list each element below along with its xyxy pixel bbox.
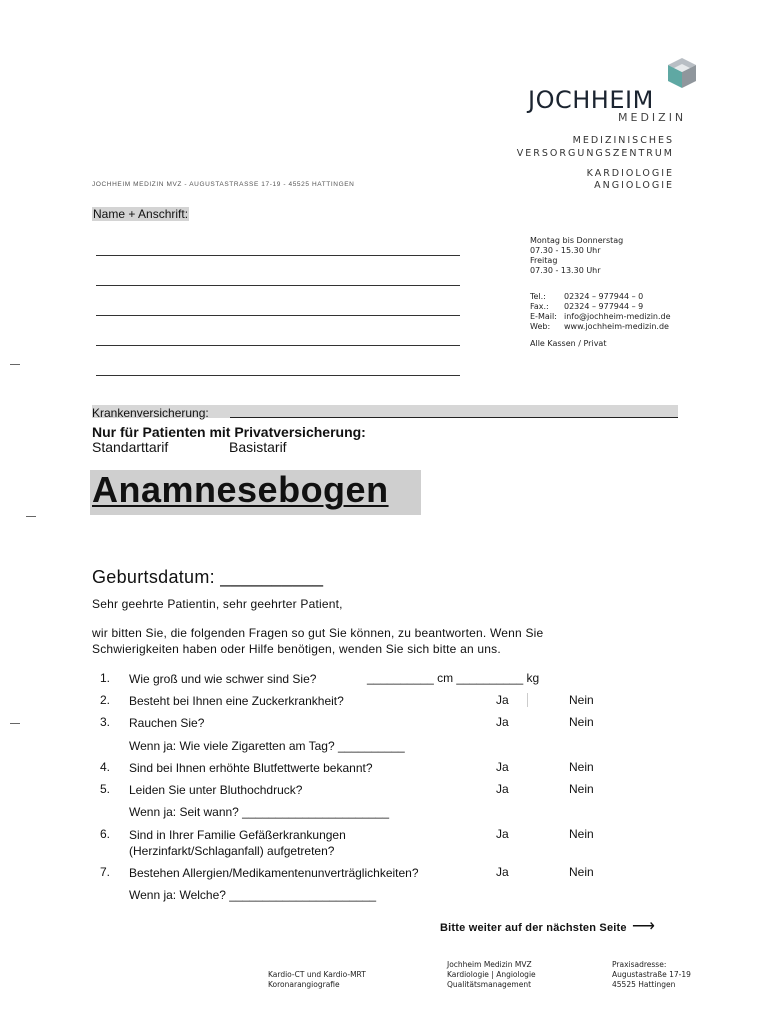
question-number: 7. bbox=[100, 865, 111, 879]
tariff-standard-option[interactable]: Standarttarif bbox=[92, 439, 169, 455]
question-number: 5. bbox=[100, 782, 111, 796]
followup-field[interactable]: Wenn ja: Welche? ______________________ bbox=[129, 888, 377, 902]
birthdate-field[interactable]: Geburtsdatum: __________ bbox=[92, 567, 324, 587]
question-text: Wie groß und wie schwer sind Sie? bbox=[129, 672, 317, 686]
margin-mark bbox=[26, 516, 36, 517]
margin-mark bbox=[10, 723, 20, 724]
insurance-accepted: Alle Kassen / Privat bbox=[530, 339, 607, 348]
logo-name: JOCHHEIM bbox=[528, 86, 654, 114]
question-number: 6. bbox=[100, 827, 111, 841]
tariff-basis-option[interactable]: Basistarif bbox=[229, 439, 287, 455]
specialties: KARDIOLOGIE ANGIOLOGIE bbox=[586, 168, 674, 191]
answer-no[interactable]: Nein bbox=[569, 760, 594, 774]
question-text: Sind bei Ihnen erhöhte Blutfettwerte bekannt? bbox=[129, 761, 373, 775]
divider bbox=[527, 693, 528, 707]
answer-yes[interactable]: Ja bbox=[496, 715, 509, 729]
answer-yes[interactable]: Ja bbox=[496, 782, 509, 796]
answer-yes[interactable]: Ja bbox=[496, 827, 509, 841]
insurance-label: Krankenversicherung: bbox=[92, 406, 209, 420]
question-text: Besteht bei Ihnen eine Zuckerkrankheit? bbox=[129, 694, 344, 708]
question-text: Bestehen Allergien/Medikamentenunverträglichkeiten? bbox=[129, 866, 419, 880]
margin-mark bbox=[10, 364, 20, 365]
logo-sub: MEDIZIN bbox=[618, 111, 687, 124]
answer-yes[interactable]: Ja bbox=[496, 865, 509, 879]
arrow-right-icon: ⟶ bbox=[631, 918, 656, 935]
question-number: 3. bbox=[100, 715, 111, 729]
insurance-field[interactable] bbox=[230, 417, 678, 418]
contact-info: Tel.: 02324 – 977944 – 0 Fax.: 02324 – 977944 – 9 E-Mail: info@jochheim-medizin.de Web: www.jochheim-medizin.de bbox=[530, 292, 671, 331]
answer-no[interactable]: Nein bbox=[569, 715, 594, 729]
answer-no[interactable]: Nein bbox=[569, 827, 594, 841]
address-line-3[interactable] bbox=[96, 315, 460, 316]
name-address-label: Name + Anschrift: bbox=[93, 207, 189, 221]
question-text: Leiden Sie unter Bluthochdruck? bbox=[129, 783, 303, 797]
address-line-4[interactable] bbox=[96, 345, 460, 346]
mvz-label: MEDIZINISCHES VERSORGUNGSZENTRUM bbox=[516, 135, 674, 159]
followup-field[interactable]: Wenn ja: Wie viele Zigaretten am Tag? __________ bbox=[129, 739, 405, 753]
answer-yes[interactable]: Ja bbox=[496, 693, 509, 707]
answer-no[interactable]: Nein bbox=[569, 782, 594, 796]
footer-company: Jochheim Medizin MVZ Kardiologie | Angiologie Qualitätsmanagement bbox=[447, 960, 536, 989]
address-line-2[interactable] bbox=[96, 285, 460, 286]
question-number: 4. bbox=[100, 760, 111, 774]
question-number: 1. bbox=[100, 671, 111, 685]
question-text: Sind in Ihrer Familie Gefäßerkrankungen (Herzinfarkt/Schlaganfall) aufgetreten? bbox=[129, 828, 346, 858]
question-number: 2. bbox=[100, 693, 111, 707]
answer-no[interactable]: Nein bbox=[569, 865, 594, 879]
height-weight-field[interactable]: __________ cm __________ kg bbox=[367, 671, 540, 685]
page-title: Anamnesebogen bbox=[92, 469, 389, 510]
opening-hours: Montag bis Donnerstag 07.30 - 15.30 Uhr Freitag 07.30 - 13.30 Uhr bbox=[530, 236, 624, 275]
greeting: Sehr geehrte Patientin, sehr geehrter Patient, bbox=[92, 597, 343, 611]
answer-yes[interactable]: Ja bbox=[496, 760, 509, 774]
address-line-5[interactable] bbox=[96, 375, 460, 376]
answer-no[interactable]: Nein bbox=[569, 693, 594, 707]
logo-mark-icon bbox=[664, 55, 700, 91]
question-text: Rauchen Sie? bbox=[129, 716, 205, 730]
private-insurance-heading: Nur für Patienten mit Privatversicherung: bbox=[92, 424, 366, 440]
sender-line: JOCHHEIM MEDIZIN MVZ - AUGUSTASTRASSE 17-19 - 45525 HATTINGEN bbox=[92, 181, 355, 188]
footer-address: Praxisadresse: Augustastraße 17-19 45525 Hattingen bbox=[612, 960, 691, 989]
next-page-hint: Bitte weiter auf der nächsten Seite ⟶ bbox=[440, 918, 656, 935]
intro-text: wir bitten Sie, die folgenden Fragen so gut Sie können, zu beantworten. Wenn Sie Schwierigkeiten haben oder Hilfe benötigen, wenden Sie sich bitte an uns. bbox=[92, 626, 544, 656]
footer-services: Kardio-CT und Kardio-MRT Koronarangiografie bbox=[268, 970, 366, 989]
followup-field[interactable]: Wenn ja: Seit wann? ______________________ bbox=[129, 805, 390, 819]
address-line-1[interactable] bbox=[96, 255, 460, 256]
